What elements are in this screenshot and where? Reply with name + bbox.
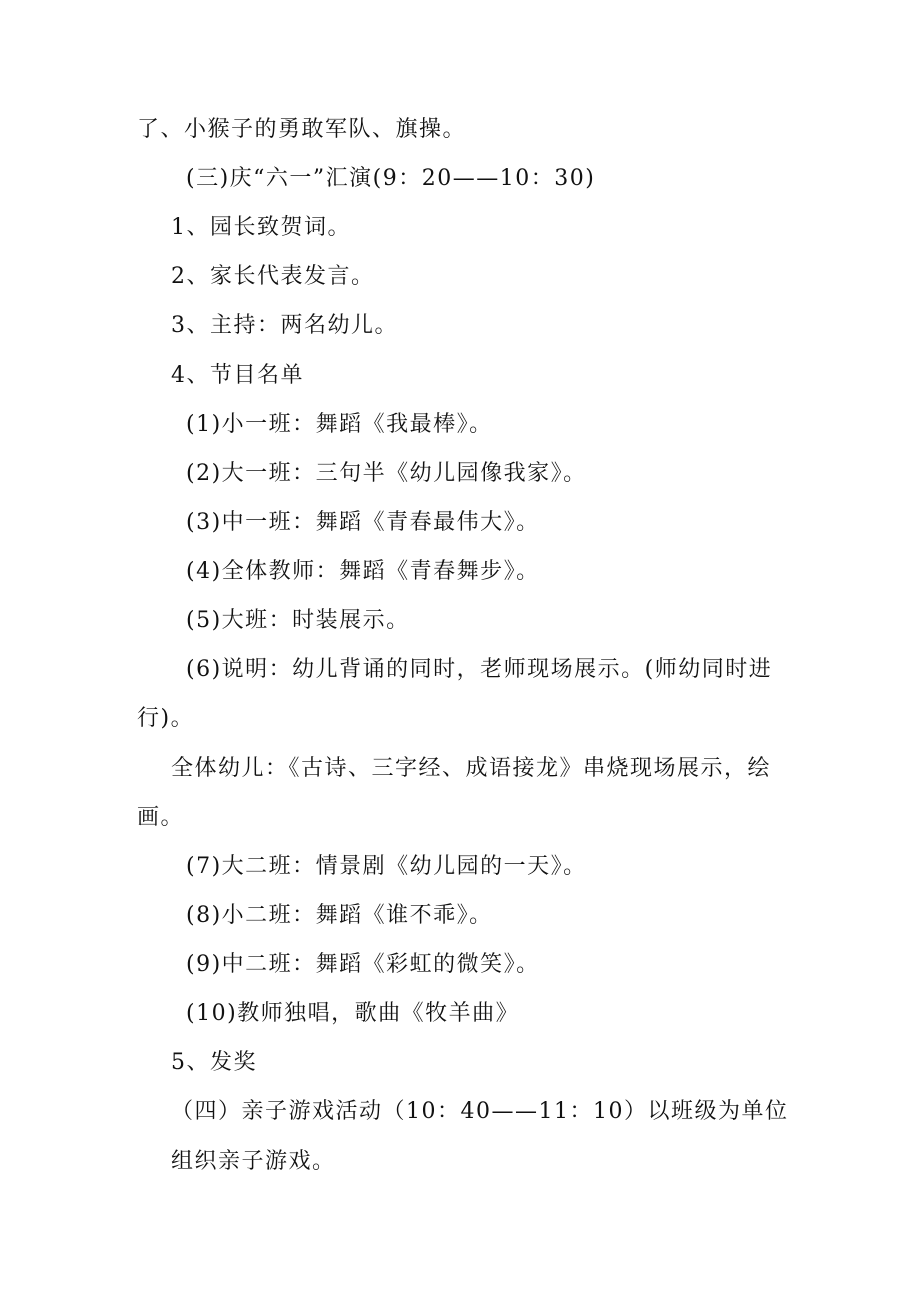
- program-item: (8)小二班：舞蹈《谁不乖》。: [186, 903, 493, 928]
- text-line: 画。: [137, 805, 185, 830]
- text-line: 5、发奖: [171, 1050, 257, 1075]
- section-heading: （四）亲子游戏活动（10：40——11：10）以班级为单位: [171, 1099, 789, 1124]
- program-item: (5)大班：时装展示。: [186, 608, 410, 633]
- text-line: 2、家长代表发言。: [171, 264, 375, 289]
- text-line: 1、园长致贺词。: [171, 215, 351, 240]
- program-item: (1)小一班：舞蹈《我最棒》。: [186, 412, 493, 437]
- section-heading: (三)庆“六一”汇演(9：20——10：30): [186, 166, 596, 191]
- program-item: (7)大二班：情景剧《幼儿园的一天》。: [186, 854, 587, 879]
- text-line: 全体幼儿：《古诗、三字经、成语接龙》串烧现场展示，绘: [171, 756, 772, 781]
- text-line: 4、节目名单: [171, 363, 304, 388]
- text-line: 组织亲子游戏。: [171, 1149, 336, 1174]
- text-line: 行)。: [137, 706, 195, 731]
- program-item: (4)全体教师：舞蹈《青春舞步》。: [186, 559, 540, 584]
- program-item: (9)中二班：舞蹈《彩虹的微笑》。: [186, 952, 540, 977]
- program-item: (2)大一班：三句半《幼儿园像我家》。: [186, 461, 587, 486]
- program-item: (6)说明：幼儿背诵的同时，老师现场展示。(师幼同时进: [186, 657, 773, 682]
- program-item: (3)中一班：舞蹈《青春最伟大》。: [186, 510, 540, 535]
- text-line: 了、小猴子的勇敢军队、旗操。: [137, 117, 467, 142]
- program-item: (10)教师独唱，歌曲《牧羊曲》: [186, 1001, 520, 1026]
- text-line: 3、主持：两名幼儿。: [171, 313, 398, 338]
